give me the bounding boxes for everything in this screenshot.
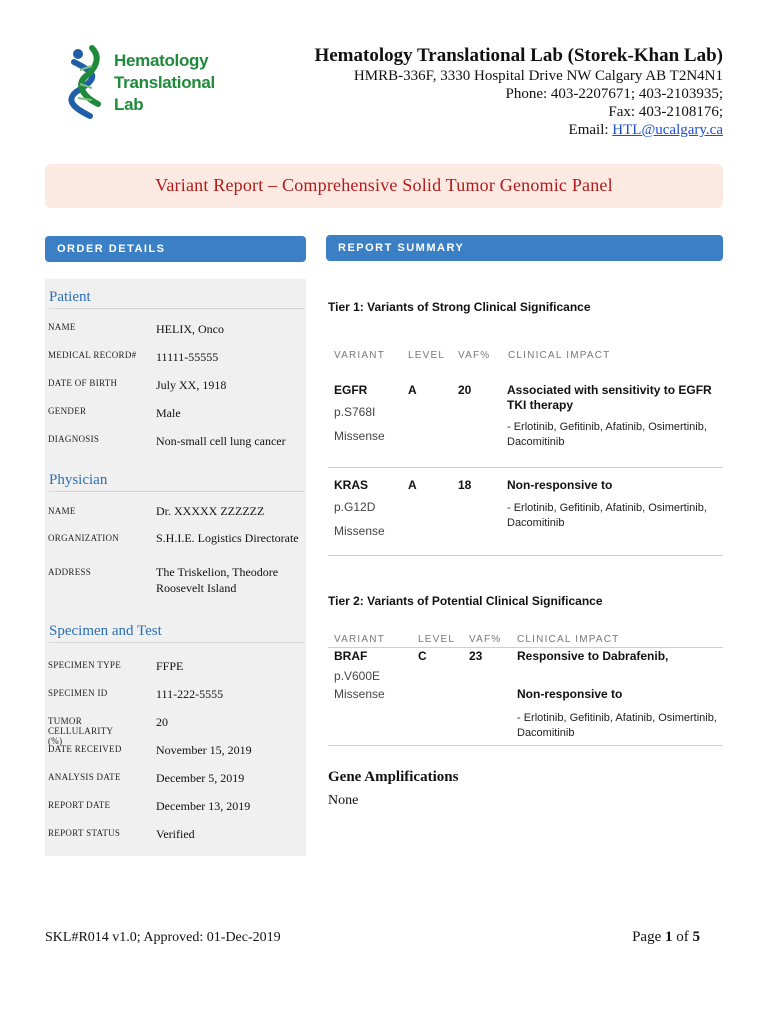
page-total: 5 (692, 929, 700, 945)
field-label: ANALYSIS DATE (48, 772, 121, 782)
field-label: SPECIMEN TYPE (48, 660, 121, 670)
page-prefix: Page (632, 929, 665, 945)
field-label: SPECIMEN ID (48, 688, 108, 698)
field-label: ORGANIZATION (48, 533, 120, 543)
clinical-impact-drugs: - Erlotinib, Gefitinib, Afatinib, Osimertinib, Dacomitinib (507, 421, 707, 448)
divider (328, 555, 723, 556)
divider (328, 745, 723, 746)
clinical-impact-drugs: - Erlotinib, Gefitinib, Afatinib, Osimertinib, Dacomitinib (517, 712, 717, 739)
variant-level: C (418, 649, 427, 663)
field-label: DATE OF BIRTH (48, 378, 118, 388)
logo-line2: Translational (114, 73, 215, 92)
col-variant: VARIANT (334, 350, 385, 361)
lab-address: HMRB-336F, 3330 Hospital Drive NW Calgary AB T2N4N1 (353, 68, 723, 84)
report-status: Verified (156, 827, 195, 841)
order-details-panel (45, 279, 306, 856)
variant-gene: BRAF (334, 649, 368, 663)
organization: S.H.I.E. Logistics Directorate (156, 531, 299, 545)
variant-vaf: 23 (469, 649, 483, 663)
variant-vaf: 20 (458, 383, 472, 397)
tier2-title: Tier 2: Variants of Potential Clinical Significance (328, 594, 603, 608)
divider (328, 467, 723, 468)
col-impact: CLINICAL IMPACT (517, 634, 620, 645)
clinical-impact-drugs: - Erlotinib, Gefitinib, Afatinib, Osimertinib, Dacomitinib (507, 502, 707, 529)
field-label: MEDICAL RECORD# (48, 350, 137, 360)
diagnosis: Non-small cell lung cancer (156, 434, 286, 448)
variant-protein: p.V600E (334, 669, 381, 683)
col-impact: CLINICAL IMPACT (508, 350, 611, 361)
lab-fax: Fax: 403-2108176; (608, 104, 723, 120)
patient-title: Patient (49, 289, 91, 305)
variant-type: Missense (334, 429, 385, 443)
variant-level: A (408, 478, 417, 492)
field-label: REPORT STATUS (48, 828, 121, 838)
lab-title: Hematology Translational Lab (Storek-Khan Lab) (314, 45, 723, 66)
report-summary-header: REPORT SUMMARY (326, 235, 723, 261)
variant-level: A (408, 383, 417, 397)
field-label: ADDRESS (48, 567, 92, 577)
logo-line1: Hematology (114, 51, 209, 70)
field-label: DATE RECEIVED (48, 744, 122, 754)
clinical-impact-heading-2: Non-responsive to (517, 687, 623, 701)
variant-gene: EGFR (334, 383, 368, 397)
variant-type: Missense (334, 687, 385, 701)
variant-protein: p.S768I (334, 405, 376, 419)
specimen-title: Specimen and Test (49, 623, 162, 639)
logo-line3: Lab (114, 95, 144, 114)
variant-vaf: 18 (458, 478, 472, 492)
field-label: DIAGNOSIS (48, 434, 100, 444)
analysis-date: December 5, 2019 (156, 771, 245, 785)
tumor-cellularity: 20 (156, 715, 168, 729)
page-current: 1 (665, 929, 673, 945)
dna-helix-icon (68, 44, 112, 120)
clinical-impact-heading: Associated with sensitivity to EGFR TKI therapy (507, 383, 712, 412)
patient-name: HELIX, Onco (156, 322, 224, 336)
report-banner (45, 164, 723, 208)
page-number (632, 929, 700, 946)
col-level: LEVEL (418, 634, 456, 645)
tier1-title: Tier 1: Variants of Strong Clinical Significance (328, 300, 591, 314)
field-label: NAME (48, 322, 76, 332)
report-date: December 13, 2019 (156, 799, 251, 813)
physician-name: Dr. XXXXX ZZZZZZ (156, 504, 265, 518)
medical-record: 11111-55555 (156, 350, 219, 364)
specimen-type: FFPE (156, 659, 184, 673)
col-variant: VARIANT (334, 634, 385, 645)
email-label: Email: (568, 122, 613, 138)
col-level: LEVEL (408, 350, 446, 361)
divider (49, 308, 305, 309)
physician-title: Physician (49, 472, 108, 488)
order-details-header: ORDER DETAILS (45, 236, 306, 262)
page-of: of (672, 929, 693, 945)
col-vaf: VAF% (458, 350, 491, 361)
field-label: NAME (48, 506, 76, 516)
divider (49, 491, 305, 492)
variant-type: Missense (334, 524, 385, 538)
gene-amplifications-title: Gene Amplifications (328, 769, 459, 785)
lab-logo (68, 44, 218, 120)
col-vaf: VAF% (469, 634, 502, 645)
date-of-birth: July XX, 1918 (156, 378, 227, 392)
variant-gene: KRAS (334, 478, 369, 492)
field-label: REPORT DATE (48, 800, 111, 810)
divider (49, 642, 305, 643)
gene-amplifications-value: None (328, 793, 359, 808)
email-link[interactable]: HTL@ucalgary.ca (612, 122, 723, 138)
divider (328, 647, 723, 648)
clinical-impact-heading: Responsive to Dabrafenib, (517, 649, 669, 663)
date-received: November 15, 2019 (156, 743, 252, 757)
lab-email-line (569, 122, 723, 139)
lab-phone: Phone: 403-2207671; 403-2103935; (505, 86, 723, 102)
variant-protein: p.G12D (334, 500, 376, 514)
gender: Male (156, 406, 181, 420)
address: The Triskelion, Theodore Roosevelt Island (156, 565, 279, 595)
report-title: Variant Report – Comprehensive Solid Tumor Genomic Panel (155, 175, 613, 195)
field-label: GENDER (48, 406, 87, 416)
document-version: SKL#R014 v1.0; Approved: 01-Dec-2019 (45, 930, 281, 945)
field-label: TUMOR CELLULARITY (%) (48, 716, 113, 746)
specimen-id: 111-222-5555 (156, 687, 224, 701)
clinical-impact-heading: Non-responsive to (507, 478, 613, 492)
